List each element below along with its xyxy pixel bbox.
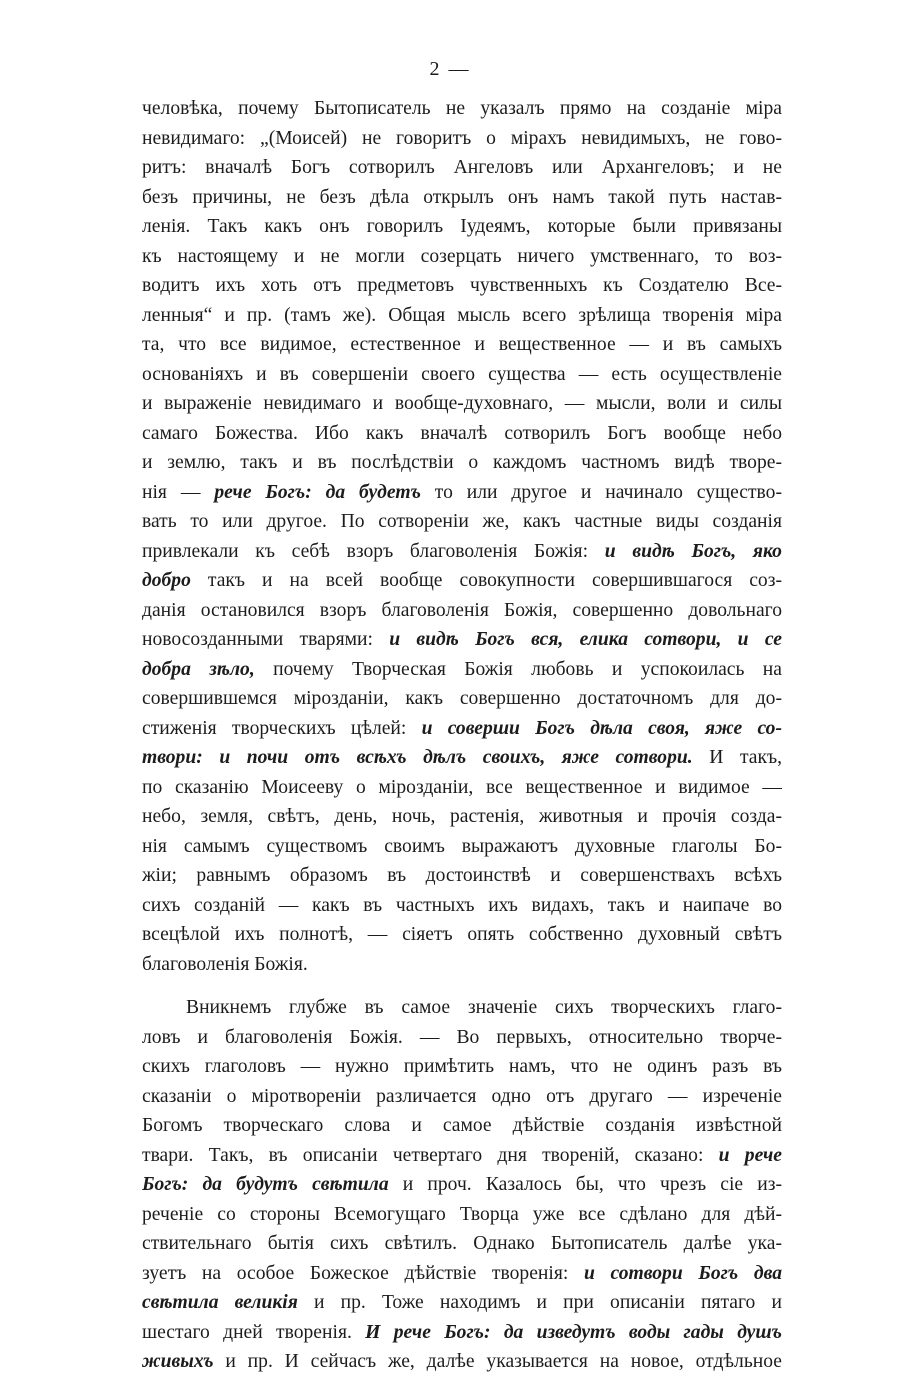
emphasis	[365, 1322, 782, 1343]
text-segment: такъ и на всей вообще совокупности совершившагося соз-	[190, 570, 782, 591]
text-line	[142, 891, 782, 921]
text-line	[142, 478, 782, 508]
text-line	[142, 950, 782, 980]
text-segment: новосозданными тварями:	[142, 629, 390, 650]
emphasis	[142, 659, 255, 680]
text-segment: то или другое и начинало существо-	[420, 481, 782, 503]
text-line	[142, 743, 782, 773]
text-segment: твари. Такъ, въ описаніи четвертаго дня твореній, сказано:	[142, 1144, 719, 1166]
text-line	[142, 94, 782, 124]
text-segment: скихъ глаголовъ — нужно примѣтить намъ, что не одинъ разъ въ	[142, 1056, 782, 1077]
page-body	[142, 94, 782, 1377]
text-segment: нія —	[142, 481, 215, 503]
text-segment: почему Творческая Божія любовь и успокоилась на	[254, 658, 782, 680]
text-line	[142, 242, 782, 272]
emphasis	[605, 541, 782, 562]
text-segment: безъ причины, не безъ дѣла открылъ онъ намъ такой путь настав-	[142, 186, 782, 208]
scripture-quote: и рече	[718, 1144, 782, 1166]
text-line	[142, 1347, 782, 1377]
text-line	[142, 684, 782, 714]
text-segment: совершившемся мірозданіи, какъ совершенно достаточномъ для до-	[142, 688, 782, 709]
text-segment: шестаго дней творенія.	[142, 1321, 366, 1343]
text-segment: нія самымъ существомъ своимъ выражаютъ духовные глаголы Бо-	[142, 835, 782, 857]
text-segment: ловъ и благоволенія Божія. — Во первыхъ, относительно творче-	[142, 1026, 782, 1048]
text-line	[142, 802, 782, 832]
text-segment: Богомъ творческаго слова и самое дѣйствіе созданія извѣстной	[142, 1115, 782, 1136]
text-segment: реченіе со стороны Всемогущаго Творца уже все сдѣлано для дѣй-	[142, 1203, 782, 1225]
text-line	[142, 625, 782, 655]
text-segment: по сказанію Моисееву о мірозданіи, все вещественное и видимое —	[142, 776, 782, 798]
emphasis	[584, 1263, 782, 1284]
text-line	[142, 1170, 782, 1200]
text-line	[142, 596, 782, 626]
paragraph-gap	[142, 979, 782, 993]
paragraph	[142, 993, 782, 1377]
text-segment: данія остановился взоръ благоволенія Божія, совершенно довольнаго	[142, 599, 782, 621]
text-line	[142, 271, 782, 301]
emphasis	[142, 570, 191, 591]
text-segment: и проч. Казалось бы, что чрезъ сіе из-	[388, 1174, 782, 1195]
text-segment: И такъ,	[692, 747, 782, 768]
text-line	[142, 448, 782, 478]
text-segment: основаніяхъ и въ совершеніи своего существа — есть осуществленіе	[142, 363, 782, 385]
text-line	[142, 1052, 782, 1082]
text-line	[142, 993, 782, 1023]
text-line	[142, 330, 782, 360]
text-line	[142, 124, 782, 154]
text-segment: сказаніи о міротвореніи различается одно отъ другаго — изреченіе	[142, 1085, 782, 1107]
scripture-quote: свѣтила великія	[142, 1292, 298, 1313]
text-line	[142, 1023, 782, 1053]
emphasis	[142, 1292, 298, 1313]
text-segment: благоволенія Божія.	[142, 953, 308, 975]
scripture-quote: добро	[142, 570, 191, 591]
text-segment: самаго Божества. Ибо какъ вначалѣ сотворилъ Богъ вообще небо	[142, 422, 782, 444]
emphasis	[142, 747, 693, 768]
text-line	[142, 153, 782, 183]
scripture-quote: живыхъ	[142, 1351, 214, 1372]
emphasis	[719, 1145, 782, 1166]
text-line	[142, 301, 782, 331]
text-line	[142, 1200, 782, 1230]
text-line	[142, 507, 782, 537]
text-segment: невидимаго: „(Моисей) не говоритъ о мірахъ невидимыхъ, не гово-	[142, 127, 782, 149]
scripture-quote: Богъ: да будутъ свѣтила	[142, 1174, 389, 1195]
emphasis	[389, 629, 782, 650]
text-segment: та, что все видимое, естественное и вещественное — и въ самыхъ	[142, 334, 782, 355]
text-line	[142, 183, 782, 213]
text-line	[142, 537, 782, 567]
scripture-quote: И рече Богъ: да изведутъ воды гады душъ	[365, 1321, 782, 1343]
text-line	[142, 360, 782, 390]
emphasis	[214, 482, 421, 503]
text-line	[142, 832, 782, 862]
scripture-quote: рече Богъ: да будетъ	[214, 481, 421, 503]
scripture-quote: и соверши Богъ дѣла своя, яже со-	[421, 717, 782, 739]
text-segment: небо, земля, свѣтъ, день, ночь, растенія, животныя и прочія созда-	[142, 806, 782, 827]
scripture-quote: и видѣ Богъ, яко	[604, 540, 782, 562]
text-line	[142, 389, 782, 419]
text-line	[142, 1288, 782, 1318]
text-segment: ствительнаго бытія сихъ свѣтилъ. Однако Бытописатель далѣе ука-	[142, 1233, 782, 1254]
text-line	[142, 1229, 782, 1259]
text-line	[142, 1111, 782, 1141]
text-segment: человѣка, почему Бытописатель не указалъ прямо на созданіе міра	[142, 98, 782, 119]
text-segment: ленныя“ и пр. (тамъ же). Общая мысль всего зрѣлища творенія міра	[142, 304, 782, 326]
text-segment: и выраженіе невидимаго и вообще-духовнаго, — мысли, воли и силы	[142, 393, 782, 414]
text-line	[142, 714, 782, 744]
text-line	[142, 1082, 782, 1112]
text-line	[142, 773, 782, 803]
text-segment: вать то или другое. По сотвореніи же, какъ частные виды созданія	[142, 511, 782, 532]
text-line	[142, 655, 782, 685]
text-segment: всецѣлой ихъ полнотѣ, — сіяетъ опять собственно духовный свѣтъ	[142, 924, 782, 945]
text-segment: сихъ созданій — какъ въ частныхъ ихъ видахъ, такъ и наипаче во	[142, 894, 782, 916]
scripture-quote: твори: и почи отъ всѣхъ дѣлъ своихъ, яже сотвори.	[142, 747, 693, 768]
text-line	[142, 1318, 782, 1348]
text-segment: и пр. И сейчасъ же, далѣе указывается на новое, отдѣльное	[213, 1351, 782, 1372]
text-line	[142, 566, 782, 596]
text-segment: къ настоящему и не могли созерцать ничего умственнаго, то воз-	[142, 245, 782, 267]
emphasis	[142, 1351, 214, 1372]
text-line	[142, 861, 782, 891]
emphasis	[422, 718, 782, 739]
text-line	[142, 920, 782, 950]
text-segment: водитъ ихъ хоть отъ предметовъ чувственныхъ къ Создателю Все-	[142, 275, 782, 296]
scripture-quote: добра зѣло,	[142, 658, 255, 680]
text-line	[142, 1259, 782, 1289]
text-line	[142, 419, 782, 449]
paragraph	[142, 94, 782, 979]
text-line	[142, 212, 782, 242]
text-segment: и пр. Тоже находимъ и при описаніи пятаго и	[297, 1292, 782, 1313]
text-segment: и землю, такъ и въ послѣдствіи о каждомъ частномъ видѣ творе-	[142, 452, 782, 473]
emphasis	[142, 1174, 389, 1195]
text-line	[142, 1141, 782, 1171]
page-number: 2 —	[429, 58, 471, 80]
text-segment: жіи; равнымъ образомъ въ достоинствѣ и совершенствахъ всѣхъ	[142, 865, 782, 886]
text-segment: зуетъ на особое Божеское дѣйствіе творенія:	[142, 1262, 584, 1284]
text-segment: ритъ: вначалѣ Богъ сотворилъ Ангеловъ или Архангеловъ; и не	[142, 157, 782, 178]
text-segment: привлекали къ себѣ взоръ благоволенія Божія:	[142, 540, 605, 562]
text-segment: Вникнемъ глубже въ самое значеніе сихъ творческихъ глаго-	[186, 997, 782, 1018]
scripture-quote: и видѣ Богъ вся, елика сотвори, и се	[389, 629, 782, 650]
scripture-quote: и сотвори Богъ два	[583, 1262, 782, 1284]
text-segment: ленія. Такъ какъ онъ говорилъ Іудеямъ, которые были привязаны	[142, 216, 782, 237]
text-segment: стиженія творческихъ цѣлей:	[142, 717, 422, 739]
